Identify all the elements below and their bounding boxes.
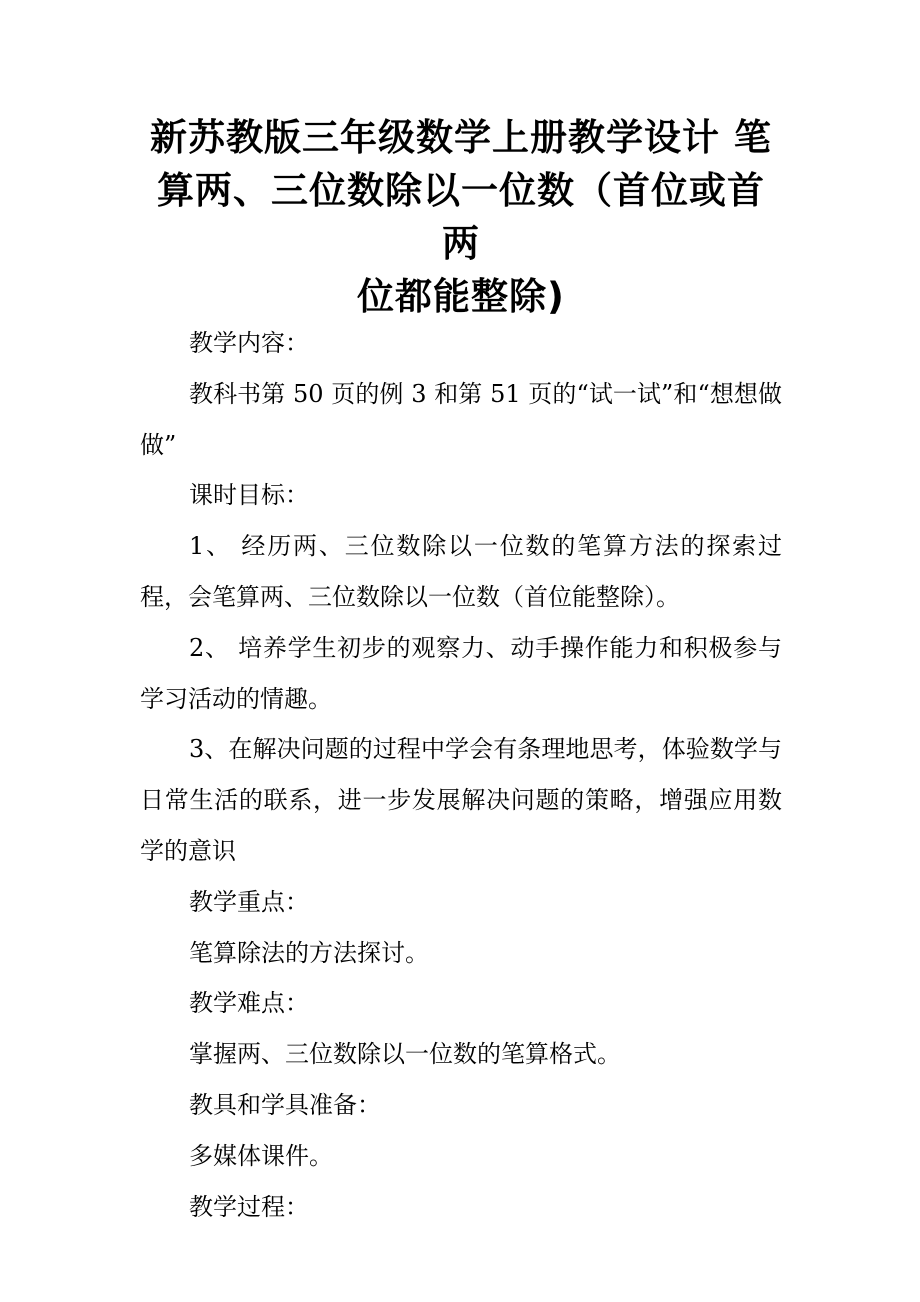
paragraph-key-points: 笔算除法的方法探讨。 bbox=[189, 938, 429, 967]
paragraph-difficulties: 掌握两、三位数除以一位数的笔算格式。 bbox=[189, 1040, 621, 1069]
title-line-2: 算两、三位数除以一位数（首位或首两 bbox=[157, 169, 765, 265]
heading-materials: 教具和学具准备： bbox=[189, 1090, 381, 1119]
goal-item-2: 2、 培养学生初步的观察力、动手操作能力和积极参与学习活动的情趣。 bbox=[140, 633, 782, 713]
title-line-1: 新苏教版三年级数学上册教学设计 笔 bbox=[150, 116, 772, 159]
paragraph-textbook-reference: 教科书第 50 页的例 3 和第 51 页的“试一试”和“想想做做” bbox=[140, 379, 782, 459]
document-body bbox=[140, 318, 782, 1232]
paragraph-materials: 多媒体课件。 bbox=[189, 1141, 333, 1170]
heading-key-points: 教学重点： bbox=[189, 887, 309, 916]
heading-teaching-content: 教学内容： bbox=[189, 329, 309, 357]
document-title bbox=[140, 111, 782, 323]
heading-lesson-goals: 课时目标： bbox=[189, 481, 309, 510]
title-line-3: 位都能整除) bbox=[357, 275, 565, 318]
goal-item-3: 3、在解决问题的过程中学会有条理地思考，体验数学与日常生活的联系，进一步发展解决问题的策略，增强应用数学的意识 bbox=[140, 735, 782, 865]
heading-difficulties: 教学难点： bbox=[189, 989, 309, 1018]
heading-teaching-process: 教学过程： bbox=[189, 1192, 309, 1221]
goal-item-1: 1、 经历两、三位数除以一位数的笔算方法的探索过程，会笔算两、三位数除以一位数（首位能整除）。 bbox=[140, 532, 782, 611]
